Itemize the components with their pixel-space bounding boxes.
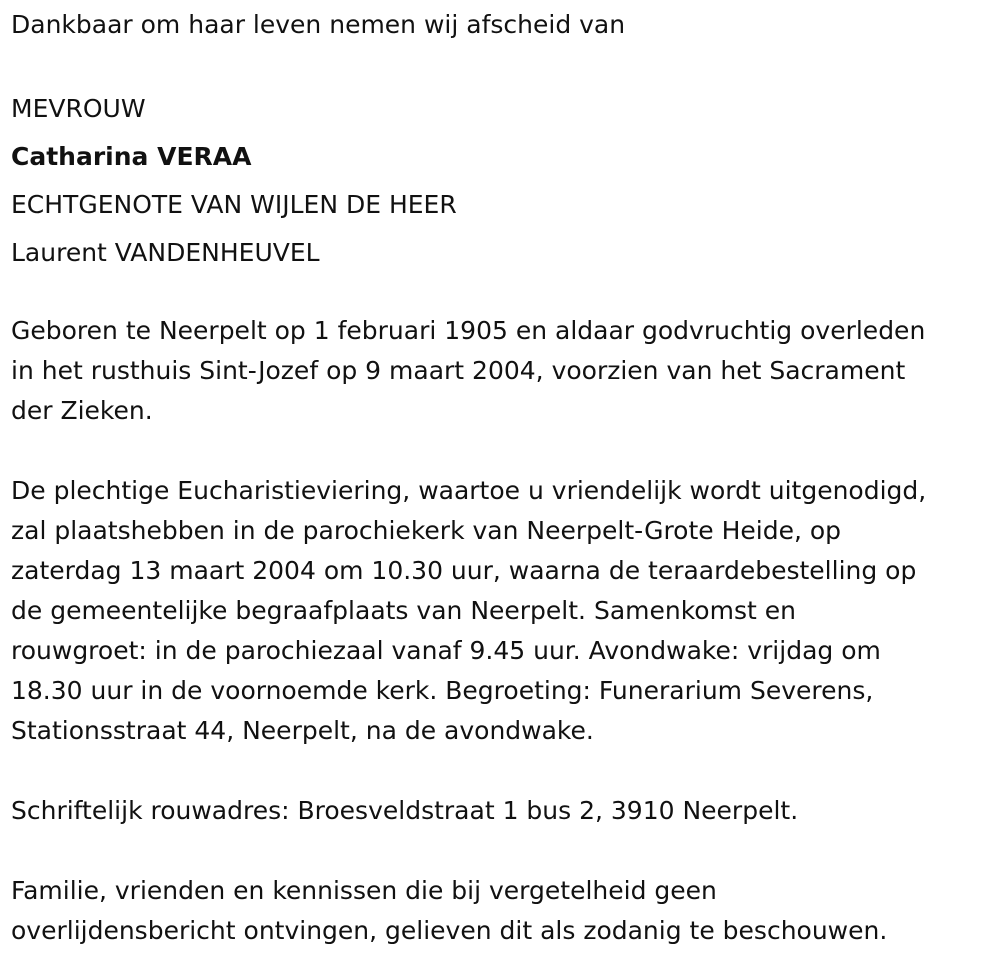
- title-text: MEVROUW: [11, 94, 146, 123]
- paragraph-line: Schriftelijk rouwadres: Broesveldstraat 1 bus 2, 3910 Neerpelt.: [11, 796, 799, 825]
- address-paragraph: [11, 791, 1000, 831]
- paragraph-line: zal plaatshebben in de parochiekerk van Neerpelt-Grote Heide, op: [11, 516, 842, 545]
- paragraph-line: Stationsstraat 44, Neerpelt, na de avondwake.: [11, 716, 594, 745]
- spouse-name: Laurent VANDENHEUVEL: [11, 238, 320, 267]
- paragraph-line: in het rusthuis Sint-Jozef op 9 maart 2004, voorzien van het Sacrament: [11, 356, 906, 385]
- spacer: [11, 277, 1000, 311]
- closing-paragraph: [11, 871, 1000, 951]
- paragraph-line: Familie, vrienden en kennissen die bij vergetelheid geen: [11, 876, 717, 905]
- paragraph-line: Geboren te Neerpelt op 1 februari 1905 en aldaar godvruchtig overleden: [11, 316, 926, 345]
- paragraph-line: overlijdensbericht ontvingen, gelieven dit als zodanig te beschouwen.: [11, 916, 888, 945]
- paragraph-line: der Zieken.: [11, 396, 153, 425]
- paragraph-line: rouwgroet: in de parochiezaal vanaf 9.45 uur. Avondwake: vrijdag om: [11, 636, 881, 665]
- paragraph-line: 18.30 uur in de voornoemde kerk. Begroeting: Funerarium Severens,: [11, 676, 874, 705]
- paragraph-line: de gemeentelijke begraafplaats van Neerpelt. Samenkomst en: [11, 596, 796, 625]
- relation-text: ECHTGENOTE VAN WIJLEN DE HEER: [11, 190, 457, 219]
- spacer: [11, 431, 1000, 471]
- birth-paragraph: [11, 311, 1000, 431]
- deceased-header: [11, 85, 1000, 277]
- paragraph-line: De plechtige Eucharistieviering, waartoe u vriendelijk wordt uitgenodigd,: [11, 476, 927, 505]
- spacer: [11, 831, 1000, 871]
- paragraph-line: zaterdag 13 maart 2004 om 10.30 uur, waarna de teraardebestelling op: [11, 556, 917, 585]
- spacer: [11, 45, 1000, 85]
- service-paragraph: [11, 471, 1000, 751]
- intro-text: Dankbaar om haar leven nemen wij afscheid van: [11, 10, 626, 39]
- deceased-name: Catharina VERAA: [11, 142, 252, 171]
- spacer: [11, 751, 1000, 791]
